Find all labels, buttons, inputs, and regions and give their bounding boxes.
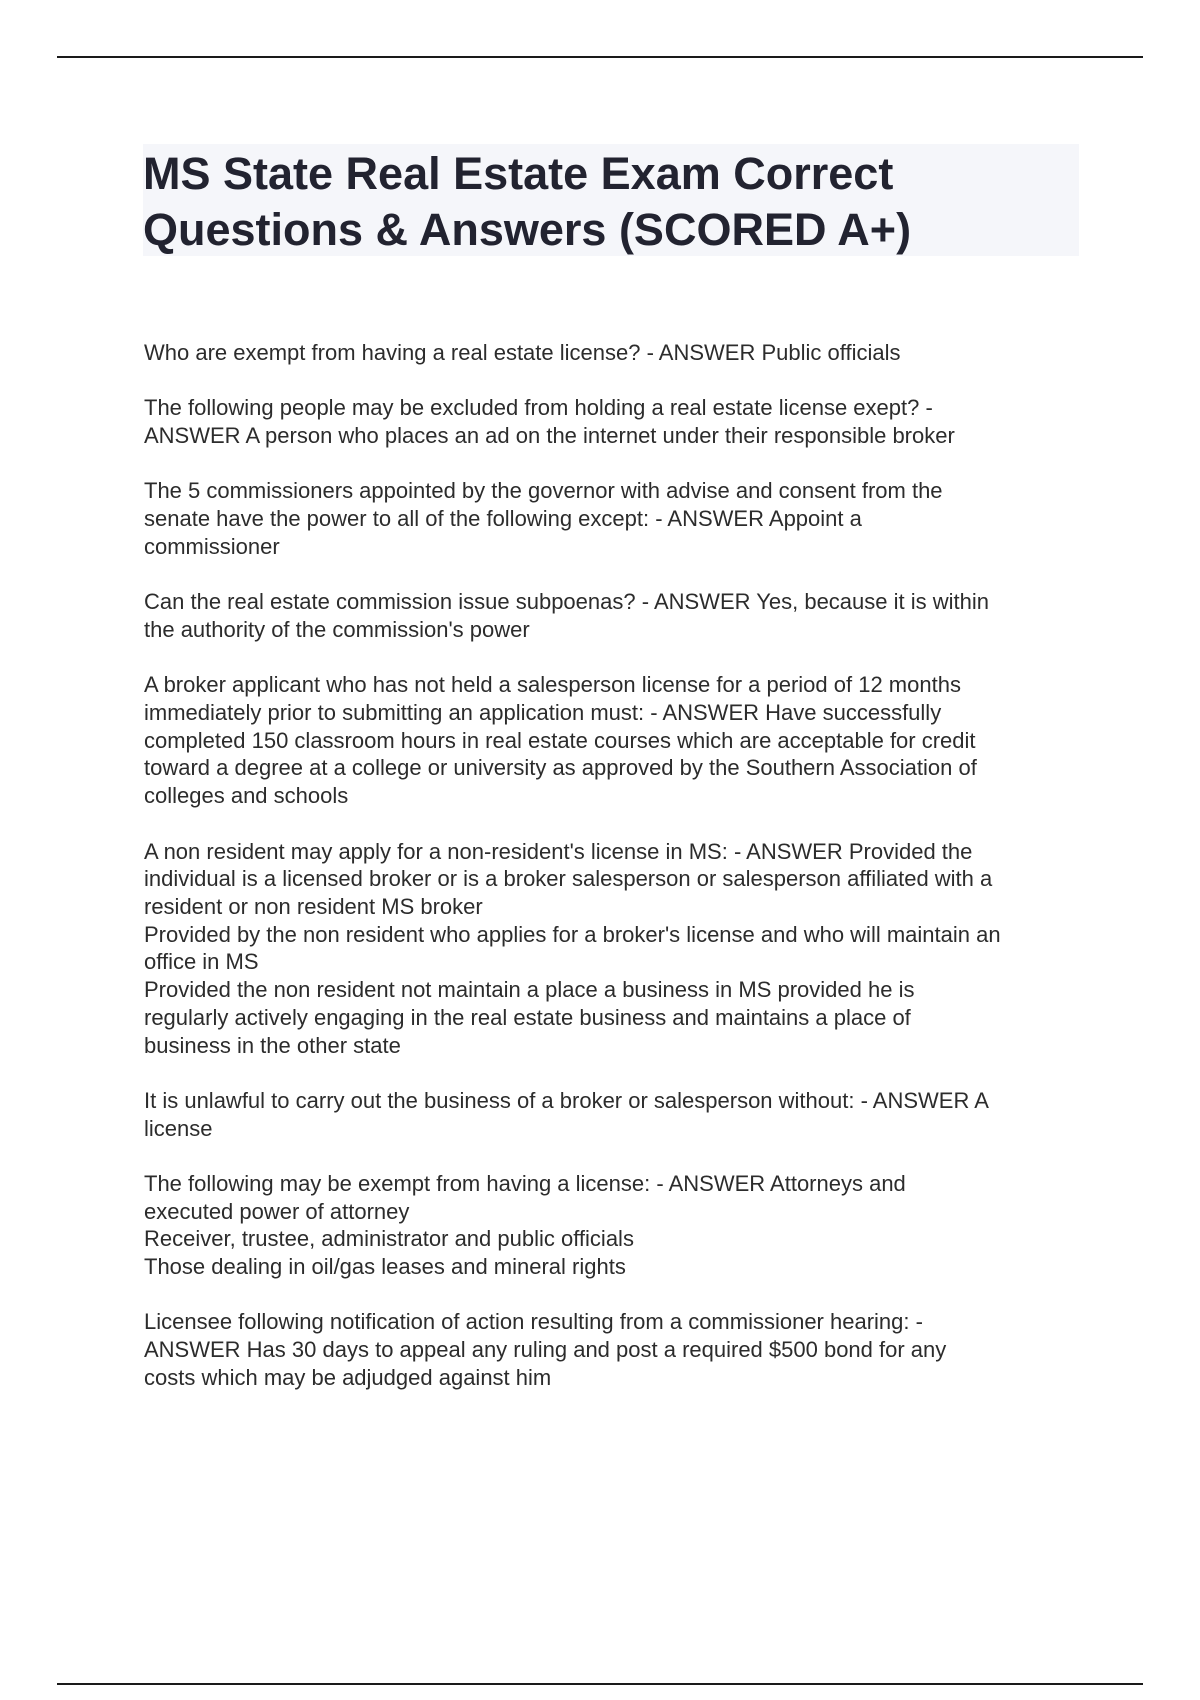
qa-list	[144, 339, 1084, 1392]
qa-item: Who are exempt from having a real estate license? - ANSWER Public officials	[144, 340, 901, 365]
qa-item: The following people may be excluded from holding a real estate license exept? - ANSWER A person who places an ad on the internet under their responsible broker	[144, 395, 955, 449]
qa-item: It is unlawful to carry out the business of a broker or salesperson without: - ANSWER A license	[144, 1087, 989, 1141]
qa-item: The following may be exempt from having a license: - ANSWER Attorneys and executed power of attorney Receiver, trustee, administrator and public officials Those dealing in oil/gas leases and mineral rights	[144, 1170, 906, 1280]
qa-item: Licensee following notification of action resulting from a commissioner hearing: - ANSWER Has 30 days to appeal any ruling and post a required $500 bond for any costs which may be adjudged against him	[144, 1309, 947, 1390]
qa-item: A broker applicant who has not held a salesperson license for a period of 12 months immediately prior to submitting an application must: - ANSWER Have successfully completed 150 classroom hours in real estate courses which are acceptable for credit toward a degree at a college or university as approved by the Southern Association of colleges and schools	[144, 672, 977, 809]
title-block	[143, 144, 1079, 256]
qa-item: Can the real estate commission issue subpoenas? - ANSWER Yes, because it is within the authority of the commission's power	[144, 589, 989, 642]
qa-item: The 5 commissioners appointed by the governor with advise and consent from the senate have the power to all of the following except: - ANSWER Appoint a commissioner	[144, 478, 943, 559]
footer-rule	[57, 1683, 1143, 1685]
qa-item: A non resident may apply for a non-resident's license in MS: - ANSWER Provided the individual is a licensed broker or is a broker salesperson or salesperson affiliated with a resident or non resident MS broker Provided by the non resident who applies for a broker's license and who will maintain an office in MS Provided the non resident not maintain a place a business in MS provided he is regularly actively engaging in the real estate business and maintains a place of business in the other state	[144, 838, 1001, 1058]
header-rule	[57, 56, 1143, 58]
document-title: MS State Real Estate Exam Correct Questions & Answers (SCORED A+)	[143, 148, 912, 255]
